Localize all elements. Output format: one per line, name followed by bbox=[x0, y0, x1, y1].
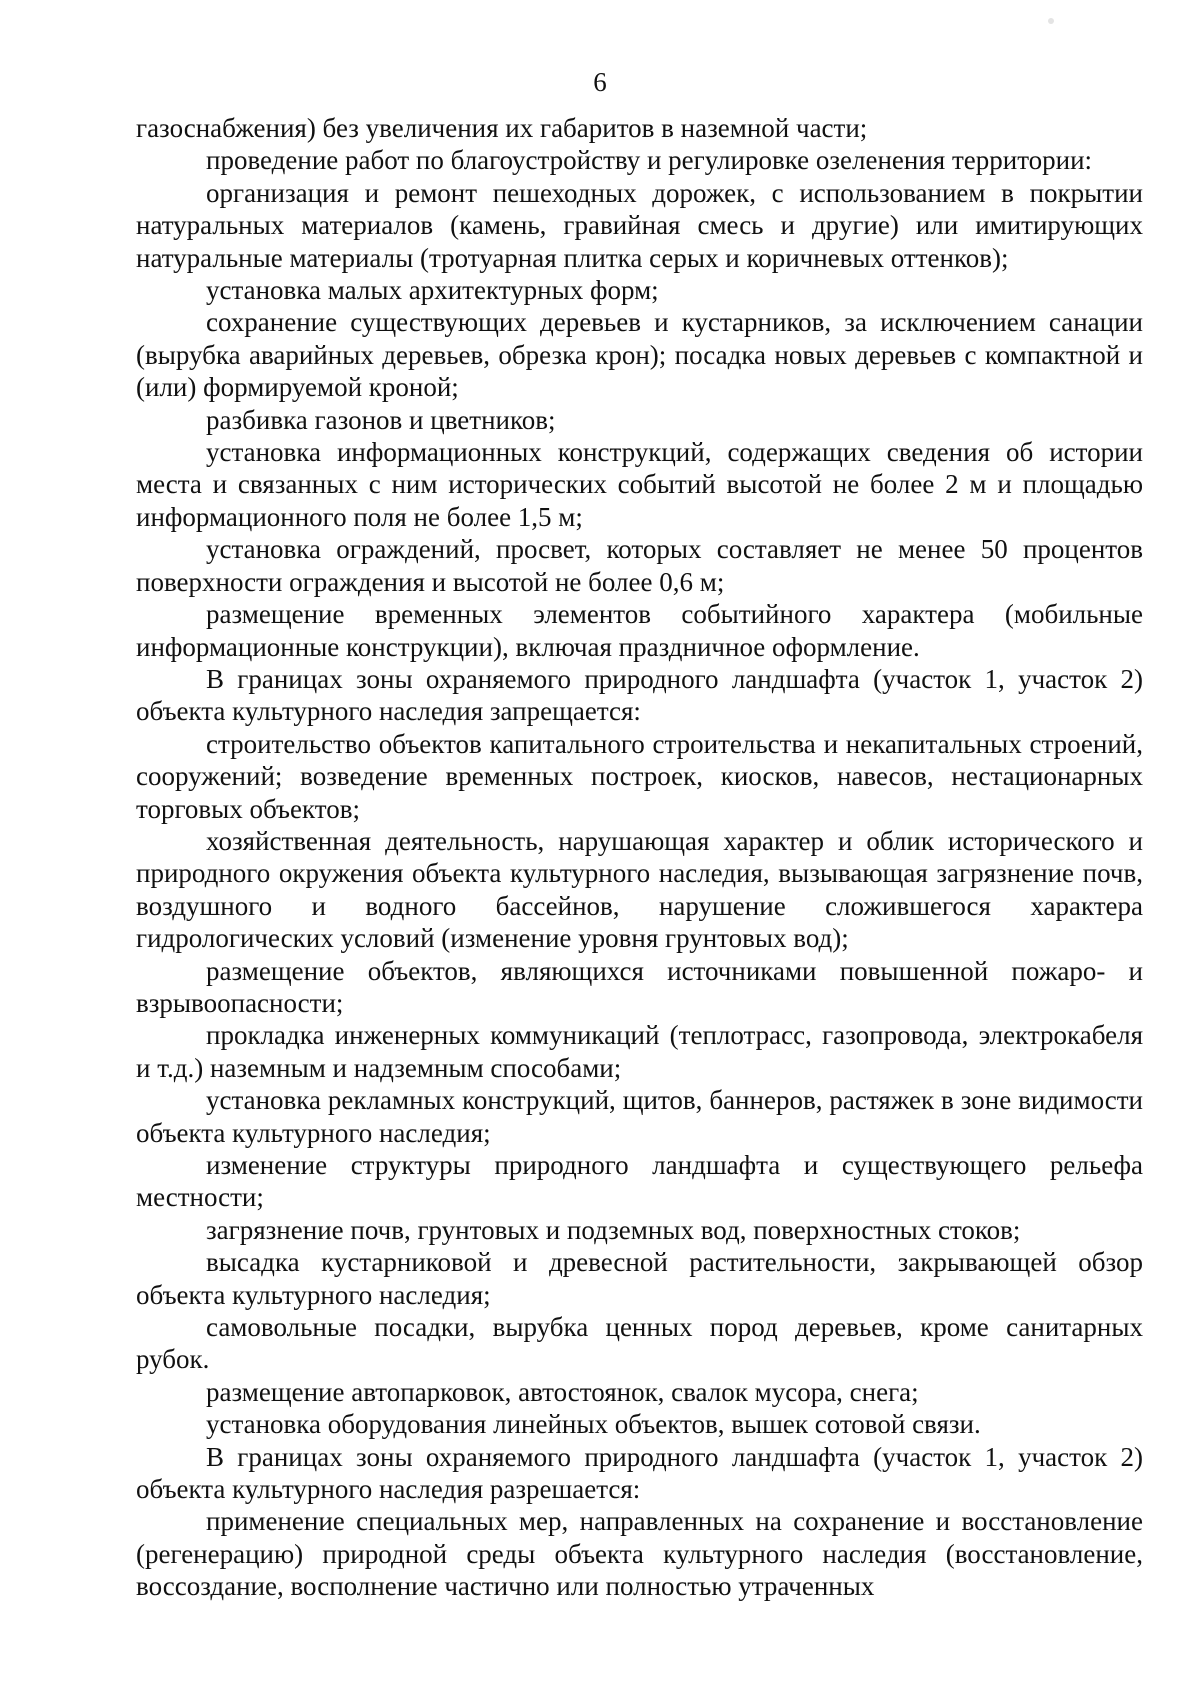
paragraph: установка малых архитектурных форм; bbox=[206, 275, 659, 306]
paragraph: В границах зоны охраняемого природного ландшафта (участок 1, участок 2) объекта культурного наследия разрешается: bbox=[136, 1441, 1143, 1505]
paragraph: применение специальных мер, направленных на сохранение и восстановление (регенерацию) природной среды объекта культурного наследия (восстановление, воссоздание, восполнение частично или полностью утраченных bbox=[136, 1506, 1143, 1602]
paragraph: В границах зоны охраняемого природного ландшафта (участок 1, участок 2) объекта культурного наследия запрещается: bbox=[136, 663, 1143, 727]
paragraph: размещение объектов, являющихся источниками повышенной пожаро- и взрывоопасности; bbox=[136, 955, 1143, 1018]
paragraph: установка информационных конструкций, содержащих сведения об истории места и связанных с ним исторических событий высотой не более 2 м и площадью информационного поля не более 1,5 м; bbox=[136, 437, 1143, 532]
paragraph: самовольные посадки, вырубка ценных пород деревьев, кроме санитарных рубок. bbox=[136, 1312, 1143, 1375]
paragraph: сохранение существующих деревьев и кустарников, за исключением санации (вырубка аварийных деревьев, обрезка крон); посадка новых деревьев с компактной и (или) формируемой кроной; bbox=[136, 307, 1143, 403]
paragraph: установка ограждений, просвет, которых составляет не менее 50 процентов поверхности ограждения и высотой не более 0,6 м; bbox=[136, 534, 1143, 597]
paragraph: проведение работ по благоустройству и регулировке озеленения территории: bbox=[206, 145, 1093, 176]
paragraph: разбивка газонов и цветников; bbox=[206, 404, 556, 435]
paragraph: строительство объектов капитального строительства и некапитальных строений, сооружений; возведение временных построек, киосков, навесов, нестационарных торговых объектов; bbox=[136, 728, 1143, 824]
paragraph: хозяйственная деятельность, нарушающая характер и облик исторического и природного окружения объекта культурного наследия, вызывающая загрязнение почв, воздушного и водного бассейнов, нарушение сложившегося характера гидрологических условий (изменение уровня грунтовых вод); bbox=[136, 825, 1143, 954]
paragraph: загрязнение почв, грунтовых и подземных вод, поверхностных стоков; bbox=[206, 1214, 1021, 1245]
paragraph: газоснабжения) без увеличения их габаритов в наземной части; bbox=[136, 113, 868, 143]
scan-dust-mark bbox=[1048, 18, 1054, 24]
paragraph: организация и ремонт пешеходных дорожек, с использованием в покрытии натуральных материалов (камень, гравийная смесь и другие) или имитирующих натуральные материалы (тротуарная плитка серых и коричневых оттенков); bbox=[136, 177, 1143, 273]
document-body bbox=[136, 112, 1143, 1603]
paragraph: размещение автопарковок, автостоянок, свалок мусора, снега; bbox=[206, 1376, 919, 1407]
paragraph: размещение временных элементов событийного характера (мобильные информационные конструкции), включая праздничное оформление. bbox=[136, 599, 1143, 662]
paragraph: установка рекламных конструкций, щитов, баннеров, растяжек в зоне видимости объекта культурного наследия; bbox=[136, 1085, 1143, 1148]
paragraph: установка оборудования линейных объектов, вышек сотовой связи. bbox=[206, 1409, 981, 1440]
paragraph: прокладка инженерных коммуникаций (теплотрасс, газопровода, электрокабеля и т.д.) наземным и надземным способами; bbox=[136, 1020, 1143, 1083]
paragraph: высадка кустарниковой и древесной растительности, закрывающей обзор объекта культурного наследия; bbox=[136, 1247, 1143, 1310]
paragraph: изменение структуры природного ландшафта и существующего рельефа местности; bbox=[136, 1150, 1143, 1213]
page-number: 6 bbox=[593, 67, 607, 97]
